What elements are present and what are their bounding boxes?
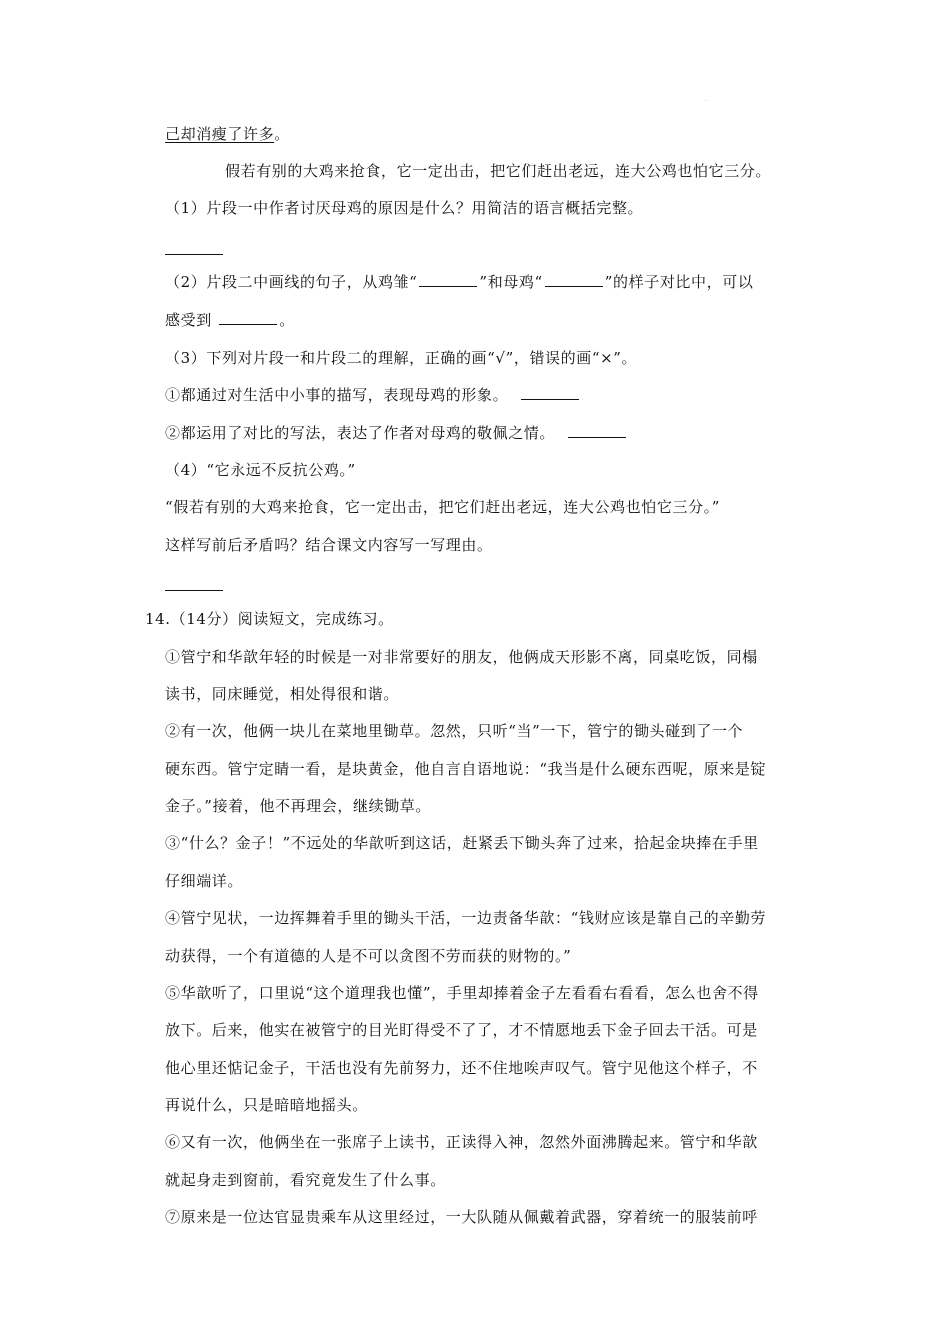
passage-line: ①管宁和华歆年轻的时候是一对非常要好的朋友，他俩成天形影不离，同桌吃饭，同榻: [165, 648, 758, 666]
passage-line: 动获得，一个有道德的人是不可以贪图不劳而获的财物的。”: [165, 947, 572, 965]
passage-line: 读书，同床睡觉，相处得很和谐。: [165, 685, 400, 703]
passage-line: ⑦原来是一位达官显贵乘车从这里经过，一大队随从佩戴着武器，穿着统一的服装前呼: [165, 1208, 758, 1226]
answer-blank-q1[interactable]: [165, 254, 223, 255]
passage-line: ⑤华歆听了，口里说“这个道理我也懂”，手里却捧着金子左看看右看看，怎么也舍不得: [165, 984, 759, 1002]
passage-line: 就起身走到窗前，看究竟发生了什么事。: [165, 1171, 446, 1189]
answer-blank-q2c[interactable]: [219, 310, 277, 325]
question-3-item-a: ①都通过对生活中小事的描写，表现母鸡的形象。: [165, 385, 581, 405]
answer-blank-q4[interactable]: [165, 590, 223, 591]
passage-line: 放下。后来，他实在被管宁的目光盯得受不了了，才不情愿地丢下金子回去干活。可是: [165, 1021, 758, 1039]
answer-blank-q2b[interactable]: [545, 272, 603, 287]
passage-line: 他心里还惦记金子，干活也没有先前努力，还不住地唉声叹气。管宁见他这个样子，不: [165, 1059, 758, 1077]
underlined-sentence: 己却消瘦了许多: [165, 125, 275, 143]
answer-blank-q3b[interactable]: [568, 423, 626, 438]
question-2-line2: 感受到 。: [165, 311, 295, 329]
passage-line: ④管宁见状，一边挥舞着手里的锄头干活，一边责备华歆：“钱财应该是靠自己的辛勤劳: [165, 909, 767, 927]
passage-line: ⑥又有一次，他俩坐在一张席子上读书，正读得入神，忽然外面沸腾起来。管宁和华歆: [165, 1133, 758, 1151]
passage-line: ③“什么？金子！”不远处的华歆听到这话，赶紧丢下锄头奔了过来，拾起金块捧在手里: [165, 834, 759, 852]
passage-line: 再说什么，只是暗暗地摇头。: [165, 1096, 368, 1114]
passage-line: ②有一次，他俩一块儿在菜地里锄草。忽然，只听“当”一下，管宁的锄头碰到了一个: [165, 722, 744, 740]
page-mark: .: [705, 96, 707, 103]
question-4-ask: 这样写前后矛盾吗？结合课文内容写一写理由。: [165, 536, 493, 554]
question-3-item-b: ②都运用了对比的写法，表达了作者对母鸡的敬佩之情。: [165, 423, 628, 443]
question-4: （4）“它永远不反抗公鸡。”: [165, 461, 356, 479]
passage-line: 金子。”接着，他不再理会，继续锄草。: [165, 797, 431, 815]
punctuation: 。: [274, 125, 290, 143]
question-14-header: 14.（14分）阅读短文，完成练习。: [145, 610, 394, 628]
passage-paragraph: 假若有别的大鸡来抢食，它一定出击，把它们赶出老远，连大公鸡也怕它三分。: [225, 162, 772, 180]
answer-blank-q2a[interactable]: [419, 272, 477, 287]
question-1: （1）片段一中作者讨厌母鸡的原因是什么？用简洁的语言概括完整。: [165, 199, 644, 217]
question-2: （2）片段二中画线的句子，从鸡雏“ ”和母鸡“ ”的样子对比中，可以: [165, 273, 754, 291]
question-3: （3）下列对片段一和片段二的理解，正确的画“√”，错误的画“×”。: [165, 349, 638, 367]
passage-line: [165, 124, 290, 144]
passage-line: 仔细端详。: [165, 872, 244, 890]
question-4-quote: “假若有别的大鸡来抢食，它一定出击，把它们赶出老远，连大公鸡也怕它三分。”: [165, 498, 721, 516]
answer-blank-q3a[interactable]: [521, 385, 579, 400]
passage-line: 硬东西。管宁定睛一看，是块黄金，他自言自语地说：“我当是什么硬东西呢，原来是锭: [165, 760, 767, 778]
